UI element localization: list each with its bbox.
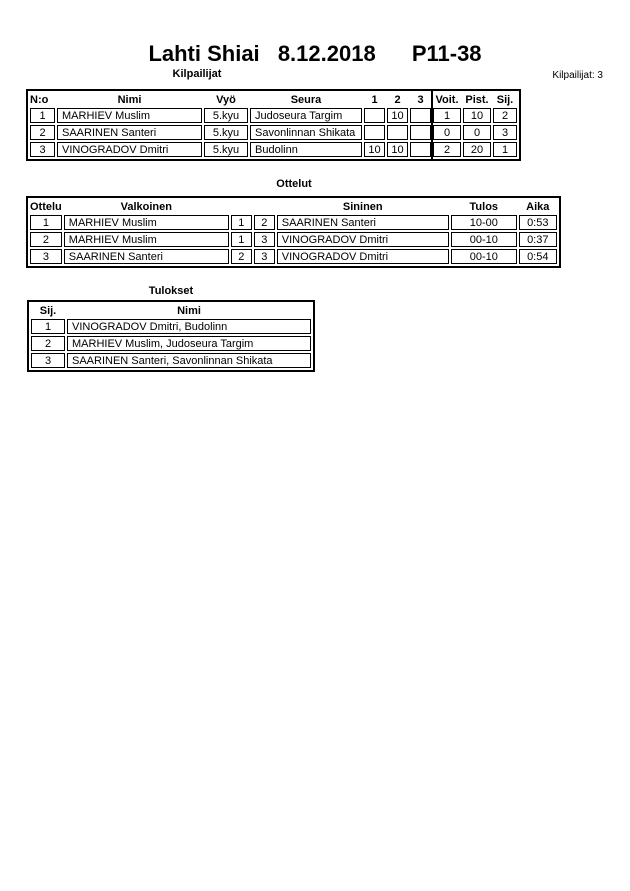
col-header-white: Valkoinen	[120, 200, 172, 213]
col-header-name: Nimi	[117, 93, 142, 106]
match-white-name: SAARINEN Santeri	[64, 249, 229, 264]
match-no: 3	[30, 249, 62, 264]
col-header-wins: Voit.	[435, 93, 459, 106]
competitor-row	[30, 142, 517, 157]
competitor-place: 2	[493, 108, 517, 123]
results-header-row	[31, 304, 311, 317]
title-category: P11-38	[411, 41, 482, 66]
col-header-round2: 2	[394, 93, 401, 106]
col-header-white-no	[231, 200, 252, 213]
match-result: 00-10	[451, 232, 517, 247]
col-header-blue-no	[254, 200, 275, 213]
col-header-result: Tulos	[469, 200, 499, 213]
result-place: 1	[31, 319, 65, 334]
competitor-round1-score: 10	[364, 142, 385, 157]
competitor-row	[30, 108, 517, 123]
match-white-no: 1	[231, 215, 252, 230]
competitor-round2-score: 10	[387, 142, 408, 157]
competitors-header-row	[30, 93, 517, 106]
match-blue-no: 3	[254, 249, 275, 264]
match-white-no: 1	[231, 232, 252, 247]
competitor-round2-score	[387, 125, 408, 140]
competitors-count: Kilpailijat: 3	[552, 70, 603, 81]
match-white-no: 2	[231, 249, 252, 264]
match-blue-no: 2	[254, 215, 275, 230]
matches-table-grid	[28, 198, 559, 266]
competitor-round1-score	[364, 108, 385, 123]
col-header-match-no: Ottelu	[30, 200, 62, 213]
match-result: 00-10	[451, 249, 517, 264]
col-header-place: Sij.	[496, 93, 514, 106]
competitor-round3-score	[410, 125, 431, 140]
results-table-grid	[29, 302, 313, 370]
match-time: 0:37	[519, 232, 557, 247]
competitors-table	[26, 89, 521, 161]
competitor-club: Judoseura Targim	[250, 108, 362, 123]
competitor-belt: 5.kyu	[204, 108, 248, 123]
competitor-belt: 5.kyu	[204, 142, 248, 157]
matches-section-title: Ottelut	[276, 178, 312, 190]
match-blue-name: VINOGRADOV Dmitri	[277, 232, 449, 247]
match-row	[30, 249, 557, 264]
competitor-wins: 2	[433, 142, 461, 157]
result-row	[31, 336, 311, 351]
results-table	[27, 300, 315, 372]
competitor-club: Budolinn	[250, 142, 362, 157]
competitor-round3-score	[410, 142, 431, 157]
competitor-points: 20	[463, 142, 491, 157]
competitor-row	[30, 125, 517, 140]
match-blue-no: 3	[254, 232, 275, 247]
competitor-round3-score	[410, 108, 431, 123]
competitor-points: 10	[463, 108, 491, 123]
result-name: SAARINEN Santeri, Savonlinnan Shikata	[67, 353, 311, 368]
matches-header-row	[30, 200, 557, 213]
col-header-time: Aika	[526, 200, 550, 213]
score-group-divider	[431, 91, 433, 159]
match-row	[30, 215, 557, 230]
match-blue-name: VINOGRADOV Dmitri	[277, 249, 449, 264]
competitor-place: 1	[493, 142, 517, 157]
result-place: 3	[31, 353, 65, 368]
competitor-name: MARHIEV Muslim	[57, 108, 202, 123]
result-place: 2	[31, 336, 65, 351]
match-no: 1	[30, 215, 62, 230]
matches-table	[26, 196, 561, 268]
competitor-belt: 5.kyu	[204, 125, 248, 140]
col-header-belt: Vyö	[216, 93, 236, 106]
match-time: 0:54	[519, 249, 557, 264]
result-name: VINOGRADOV Dmitri, Budolinn	[67, 319, 311, 334]
competitor-club: Savonlinnan Shikata	[250, 125, 362, 140]
col-header-points: Pist.	[465, 93, 489, 106]
col-header-blue: Sininen	[342, 200, 383, 213]
result-name: MARHIEV Muslim, Judoseura Targim	[67, 336, 311, 351]
competitors-section-title: Kilpailijat	[172, 68, 222, 80]
col-header-place: Sij.	[39, 304, 57, 317]
competitor-points: 0	[463, 125, 491, 140]
col-header-no: N:o	[30, 93, 49, 106]
page-title	[0, 43, 630, 65]
competitor-no: 2	[30, 125, 55, 140]
competitor-wins: 1	[433, 108, 461, 123]
competitor-wins: 0	[433, 125, 461, 140]
competitor-name: VINOGRADOV Dmitri	[57, 142, 202, 157]
competitor-round1-score	[364, 125, 385, 140]
results-section-title: Tulokset	[148, 285, 194, 297]
match-blue-name: SAARINEN Santeri	[277, 215, 449, 230]
title-event: Lahti Shiai	[148, 41, 260, 66]
result-row	[31, 319, 311, 334]
match-time: 0:53	[519, 215, 557, 230]
col-header-round1: 1	[371, 93, 378, 106]
col-header-round3: 3	[417, 93, 424, 106]
col-header-name: Nimi	[177, 304, 201, 317]
result-row	[31, 353, 311, 368]
title-date: 8.12.2018	[277, 41, 376, 66]
match-row	[30, 232, 557, 247]
col-header-club: Seura	[290, 93, 322, 106]
competitor-round2-score: 10	[387, 108, 408, 123]
match-result: 10-00	[451, 215, 517, 230]
competitor-no: 3	[30, 142, 55, 157]
match-white-name: MARHIEV Muslim	[64, 215, 229, 230]
competitor-name: SAARINEN Santeri	[57, 125, 202, 140]
competitor-place: 3	[493, 125, 517, 140]
competitors-table-grid	[28, 91, 519, 159]
competitor-no: 1	[30, 108, 55, 123]
match-no: 2	[30, 232, 62, 247]
match-white-name: MARHIEV Muslim	[64, 232, 229, 247]
